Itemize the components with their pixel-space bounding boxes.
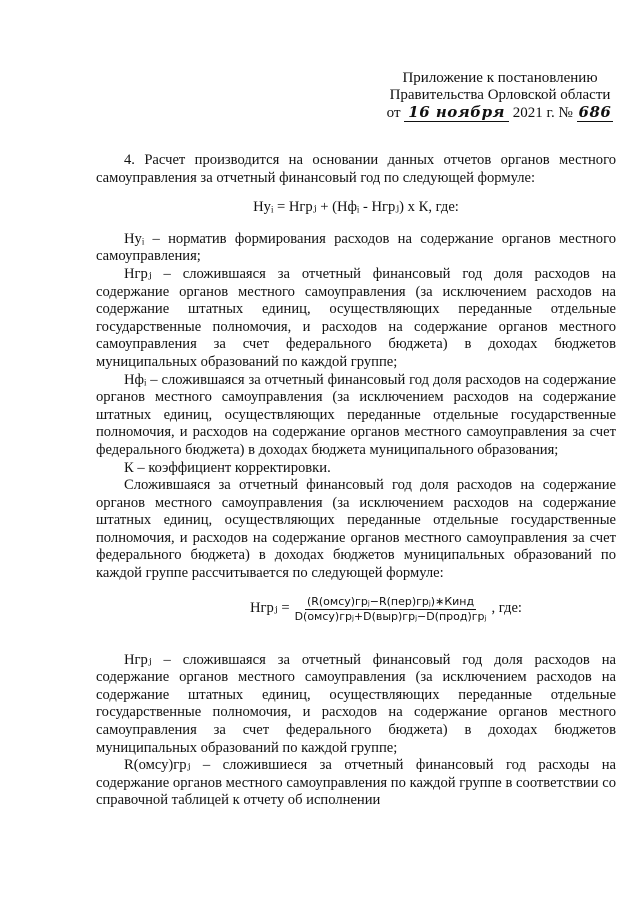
definition-nf: Нфᵢ – сложившаяся за отчетный финансовый год доля расходов на содержание органов местного самоуправления (за исключением расходов на содержание штатных единиц, осуществляющих переданные отдельные государственные полномочия, и расходов на содержание органов местного самоуправления за счет федерального бюджета) в доходах бюджета муниципального образования; — [96, 371, 616, 458]
formula-tail: , где: — [491, 600, 522, 617]
header-line-2: Правительства Орловской области — [389, 87, 611, 103]
handwritten-number: 686 — [578, 103, 612, 121]
from-label: от — [386, 105, 401, 121]
handwritten-date: 16 ноября — [404, 104, 509, 122]
paragraph-share-calculation: Сложившаяся за отчетный финансовый год доля расходов на содержание органов местного самоуправления (за исключением расходов на содержание штатных единиц, осуществляющих переданные отдельные государственные полномочия, и расходов на содержание органов местного самоуправления за счет федерального бюджета) в доходах бюджетов муниципальных образований по каждой группе рассчитывается по следующей формуле: — [96, 477, 616, 582]
formula-norm: Нуᵢ = Нгрⱼ + (Нфᵢ - Нгрⱼ) х К, где: — [253, 199, 459, 216]
formula-lhs: Нгрⱼ = — [250, 600, 290, 617]
document-body — [96, 152, 616, 810]
year-number-label: 2021 г. № — [512, 105, 573, 121]
appendix-header — [380, 70, 620, 122]
header-line-3 — [380, 104, 620, 122]
formula-group-share — [156, 595, 616, 624]
definition-k: К – коэффициент корректировки. — [124, 459, 331, 476]
definition-r-omsu: R(омсу)грⱼ – сложившиеся за отчетный финансовый год расходы на содержание органов местного самоуправления по каждой группе в соответствии со справочной таблицей к отчету об исполнении — [96, 757, 616, 809]
definition-ngr-repeat: Нгрⱼ – сложившаяся за отчетный финансовый год доля расходов на содержание органов местного самоуправления (за исключением расходов на содержание штатных единиц, осуществляющих переданные отдельные государственные полномочия, и расходов на содержание органов местного самоуправления за счет федерального бюджета) в доходах бюджетов муниципальных образований по каждой группе; — [96, 651, 616, 756]
definition-ngr: Нгрⱼ – сложившаяся за отчетный финансовый год доля расходов на содержание органов местного самоуправления (за исключением расходов на содержание штатных единиц, осуществляющих переданные отдельные государственные полномочия, и расходов на содержание органов местного самоуправления за счет федерального бюджета) в доходах бюджетов муниципальных образований по каждой группе; — [96, 265, 616, 370]
formula-denominator: D(омсу)грⱼ+D(выр)грⱼ−D(прод)грⱼ — [294, 609, 487, 623]
paragraph-calculation: 4. Расчет производится на основании данных отчетов органов местного самоуправления за отчетный финансовый год по следующей формуле: — [96, 152, 616, 186]
definition-nu: Нуᵢ – норматив формирования расходов на содержание органов местного самоуправления; — [96, 230, 616, 265]
formula-fraction — [293, 595, 489, 624]
header-line-1: Приложение к постановлению — [402, 70, 598, 86]
formula-numerator: (R(омсу)грⱼ−R(пер)грⱼ)∗Кинд — [306, 594, 475, 608]
